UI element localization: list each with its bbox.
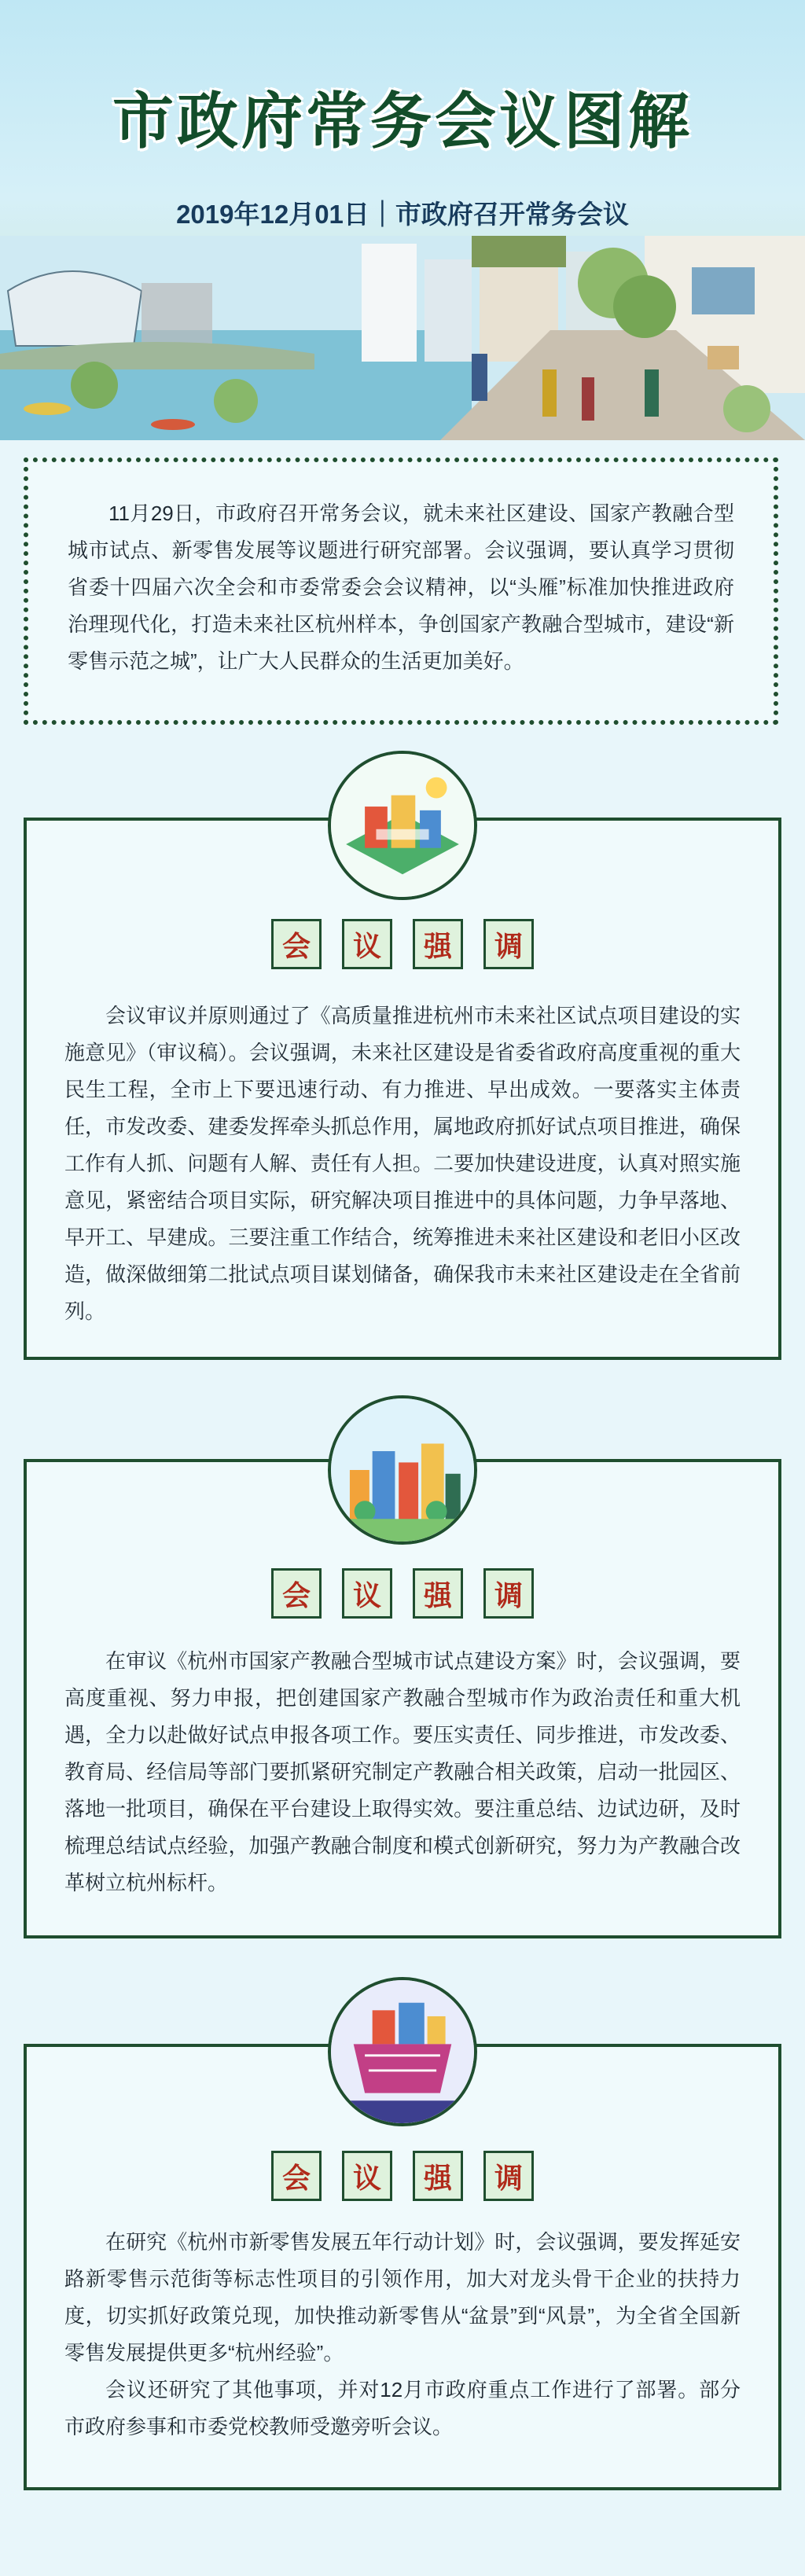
section-text: 会议还研究了其他事项，并对12月市政府重点工作进行了部署。部分市政府参事和市委党校教师受邀旁听会议。 [64,2378,741,2438]
tag-row [27,1568,778,1619]
tag-char: 调 [483,1568,534,1619]
tag-row [27,919,778,969]
tag-char: 调 [483,2151,534,2201]
tag-char: 会 [271,2151,322,2201]
tag-char: 强 [413,2151,463,2201]
page-subtitle: 2019年12月01日｜市政府召开常务会议 [176,200,629,229]
tag-char: 议 [342,1568,392,1619]
section-text: 在研究《杭州市新零售发展五年行动计划》时，会议强调，要发挥延安路新零售示范街等标志性项目的引领作用，加大对龙头骨干企业的扶持力度，切实抓好政策兑现，加快推动新零售从“盆景”到“风景”，为全省全国新零售发展提供更多“杭州经验”。 [64,2230,741,2365]
intro-text: 11月29日，市政府召开常务会议，就未来社区建设、国家产教融合型城市试点、新零售发展等议题进行研究部署。会议强调，要认真学习贯彻省委十四届六次全会和市委常委会会议精神，以“头雁”标准加快推进政府治理现代化，打造未来社区杭州样本，争创国家产教融合型城市，建设“新零售示范之城”，让广大人民群众的生活更加美好。 [68,502,734,673]
section-text: 在审议《杭州市国家产教融合型城市试点建设方案》时，会议强调，要高度重视、努力申报，把创建国家产教融合型城市作为政治责任和重大机遇，全力以赴做好试点申报各项工作。要压实责任、同步推进，市发改委、教育局、经信局等部门要抓紧研究制定产教融合相关政策，启动一批园区、落地一批项目，确保在平台建设上取得实效。要注重总结、边试边研，及时梳理总结试点经验，加强产教融合制度和模式创新研究，努力为产教融合改革树立杭州标杆。 [64,1649,741,1894]
tag-char: 会 [271,919,322,969]
city-waterfront-illustration [0,236,805,440]
tag-char: 会 [271,1568,322,1619]
tag-char: 强 [413,1568,463,1619]
community-buildings-icon [328,751,477,900]
section-text: 会议审议并原则通过了《高质量推进杭州市未来社区试点项目建设的实施意见》（审议稿）。会议强调，未来社区建设是省委省政府高度重视的重大民生工程，全市上下要迅速行动、有力推进、早出成效。一要落实主体责任，市发改委、建委发挥牵头抓总作用，属地政府抓好试点项目推进，确保工作有人抓、问题有人解、责任有人担。二要加快建设进度，认真对照实施意见，紧密结合项目实际，研究解决项目推进中的具体问题，力争早落地、早开工、早建成。三要注重工作结合，统筹推进未来社区建设和老旧小区改造，做深做细第二批试点项目谋划储备，确保我市未来社区建设走在全省前列。 [64,1004,741,1323]
tag-char: 调 [483,919,534,969]
tag-char: 强 [413,919,463,969]
tag-char: 议 [342,919,392,969]
header-banner [0,0,805,440]
shopping-basket-icon [328,1977,477,2126]
intro-box [24,458,778,725]
page-title: 市政府常务会议图解 [112,86,693,156]
tag-row [27,2151,778,2201]
tag-char: 议 [342,2151,392,2201]
city-skyline-icon [328,1395,477,1545]
